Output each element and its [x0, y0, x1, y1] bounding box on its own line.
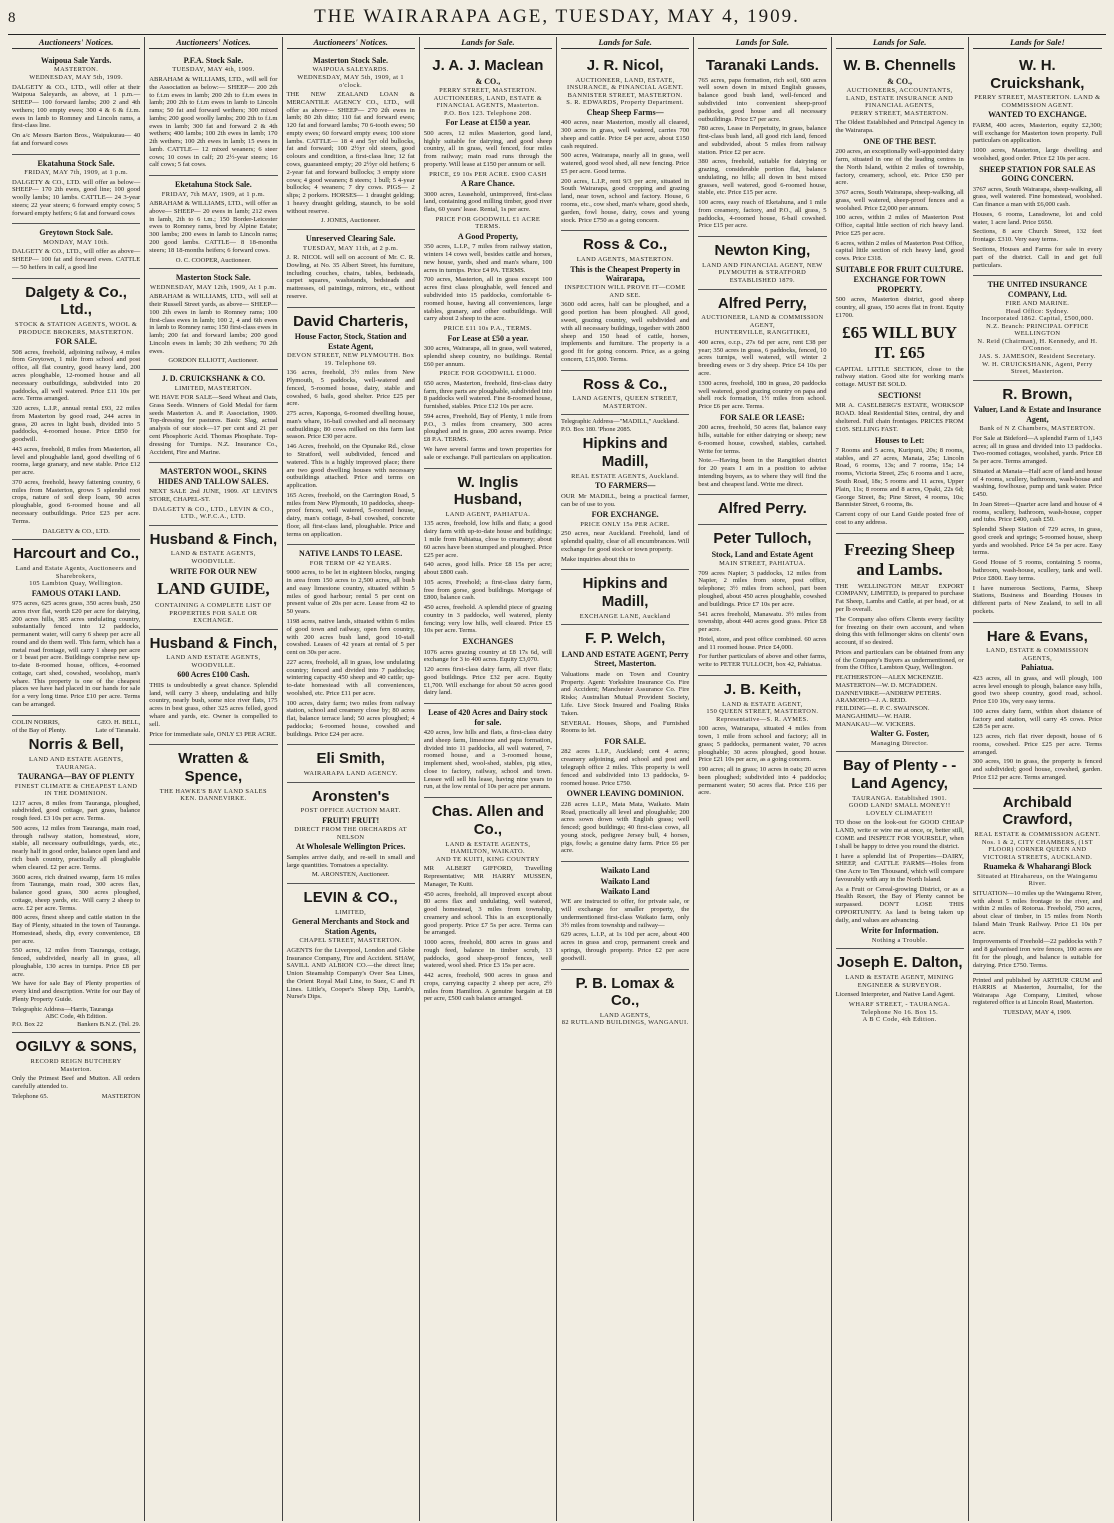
- ad-chennells: W. B. Chennells & CO., AUCTIONEERS, ACCOUNTANTS, LAND, ESTATE INSURANCE AND FINANCIAL AGENTS, PERRY STREET, MASTERTON. The Oldest Established and Principal Agency in the Wairarapa. ONE OF THE BEST. 200 acres, an exceptionally well-appointed dairy farm, situated in one of the leading centres in the North Island, within 2 miles of township, factory, creamery, school, etc. Price £50 per acre. 3767 acres, South Wairarapa, sheep-walking, all grass, well watered, sheep-proof fences and a woolshed. Price £2,000 per annum. 100 acres, within 2 miles of Masterton Post Office, capital little section of rich heavy land. Price £25 per acre. 6 acres, within 2 miles of Masterton Post Office, capital little section of rich heavy land, good cows. Price £318. SUITABLE FOR FRUIT CULTURE. EXCHANGE FOR TOWN PROPERTY. 500 acres, Masterton district, good sheep country, all grass, 150 acres flat in front. Equity £1700. £65 WILL BUY IT. £65 CAPITAL LITTLE SECTION, close to the railway station. Good site for working man's cottage. MUST BE SOLD. SECTIONS! MR A. CASELBERG'S ESTATE, WORKSOP ROAD. Ideal Residential Sites, central, dry and sheltered. Full chain frontages. PRICES FROM £105. SELLING FAST. Houses to Let: 7 Rooms and 5 acres, Kuripuni, 20s; 8 rooms, stables, and 27 acres, Manaia, 25s; Lincoln Road, 6 rooms, 13s; and 7 rooms, 15s; 14 rooms, Victoria Street, 25s; 6 rooms and 1 acre, South Road, 18s; 5 rooms and 11 acres, Upper Plain, 11s; 8 rooms and 8 acres, Opaki, 22s 6d; George Street, 8s; Pine Street, 4 rooms, 10s; Bannister Street, 6 rooms, 8s. Carrent copy of our Land Guide posted free of cost to any address.: [836, 52, 964, 534]
- ad-hipkins-madill: Telegraphic Address—"MADILL," Auckland. P.O. Box 180. 'Phone 2085. Hipkins and Madill, REAL ESTATE AGENTS, Auckland. TO FARMERS— OUR Mr MADILL, being a practical farmer, can be of use to you. FOR EXCHANGE. PRICE ONLY 15s PER ACRE. 250 acres, near Auckland. Freehold, land of splendid quality, clear of all encumbrances. Will exchange for good stock or town property. Make inquiries about this to: [561, 415, 689, 570]
- ad-dalgety: Dalgety & Co., Ltd., STOCK & STATION AGENTS, WOOL & PRODUCE BROKERS, MASTERTON. FOR SALE. 508 acres, freehold, adjoining railway, 4 miles from Greytown, 1 mile from school and post office, all flat country, good heavy land, 200 acres ploughable, 12-roomed house and all necessary outbuildings, subdivided into 20 paddocks, all well watered. Price £11 10s per acre. Terms arranged. 320 acres, L.I.P., annual rental £93, 22 miles from Masterton by good road, 244 acres in grass, 20 acres in light bush, divided into 5 paddocks, 4-roomed house. Price £850 for goodwill. 443 acres, freehold, 8 miles from Masterton, all level and ploughable land, good dwelling of 6 rooms, large granary, and new stable. Price £12 per acre. 370 acres, freehold, heavy fattening country, 6 miles from Masterton, grows 5 splendid root crops, nature of soil deep loam, 90 acres ploughable, good 6-roomed house and all necessary outbuildings. Price £23 per acre. Terms. DALGETY & CO., LTD.: [12, 279, 140, 541]
- ad-hare-evans: Hare & Evans, LAND, ESTATE & COMMISSION AGENTS, Pahiatua. 423 acres, all in grass, and will plough, 100 acres level enough to plough, balance easy hills, good two sheep country, good road, school. Price £10 10s, very easy terms. 100 acres dairy farm, within short distance of factory and station, will carry 45 cows. Price £28 5s per acre. 123 acres, rich flat river deposit, house of 6 rooms, cowshed. Price £25 per acre. Terms arranged. 300 acres, 190 in grass, the property is fenced and subdivided; good house, cowshed, garden. Price £12 per acre. Terms arranged.: [973, 623, 1102, 789]
- ad-taranaki-lands: Taranaki Lands. 765 acres, papa formation, rich soil, 600 acres well sown down in mixed English grasses, balance good bush land, well-fenced and subdivided into convenient sheep-proof paddocks, good house and all necessary outbuildings. Price £7 per acre. 780 acres, Lease in Perpetuity, in grass, balance first-class bush land, all good rich land, fenced and subdivided, about 5 miles from railway station. Price £2 per acre. 380 acres, freehold, suitable for dairying or grazing, considerable portion flat, balance undulating, no hills; all down in best mixed grasses, well watered, good 6-roomed house, stable, etc. Price £15 per acre. 100 acres, easy reach of Eketahuna, and 1 mile from creamery, factory, and P.O., all grass, 5 paddocks, 4-roomed house, 6-bail cowshed. Price £15 per acre.: [698, 52, 826, 237]
- column-header: Lands for Sale.: [698, 37, 826, 49]
- ad-waipoua-sale: Waipoua Sale Yards. MASTERTON. WEDNESDAY, MAY 5th, 1909. DALGETY & CO., LTD., will offer at their Waipoua Saleyards, as above, at 1 p.m.— SHEEP— 100 forward lambs; 200 2 and 4th wethers; 100 empty ewes; 300 4 & 6 & f.t.m. ewes in lamb to Romney and Lincoln rams, a first-class line. On a/c Messrs Barton Bros., Waipukurau— 40 fat and forward cows: [12, 52, 140, 155]
- ad-maclean: J. A. J. Maclean & CO., PERRY STREET, MASTERTON. AUCTIONEERS, LAND, ESTATE & FINANCIAL AGENTS, Masterton. P.O. Box 123. Telephone 208. For Lease at £150 a year. 500 acres, 12 miles Masterton, good land, highly suitable for dairying, and good sheep country, all in grass, well fenced, four miles from railway; main road runs through the property. Will lease at £150 per annum or sell. PRICE, £9 10s PER ACRE. £900 CASH A Rare Chance. 3000 acres, Leasehold, unimproved, first-class land, containing good milling timber, good river flats, 60 years' lease. Rental, 1s per acre. PRICE FOR GOODWILL £1 ACRE TERMS. A Good Property, 350 acres, L.I.P., 7 miles from railway station, winters 14 cows well, besides cattle and horses, new house, yards, shed and man's whare, 100 acres in turnips. Price £4 PA. TERMS. 700 acres, Masterton, all in grass except 100 acres first class ploughable, well fenced and subdivided into 15 paddocks, comfortable 6-roomed house, having all conveniences, large stables, granary, and other outbuildings. Will carry about 2 sheep to the acre. PRICE £11 10s P.A., TERMS. For Lease at £50 a year. 300 acres, Wairarapa, all in grass, well watered, splendid sheep country, no buildings. Rental £60 per annum. PRICE FOR GOODWILL £1000. 650 acres, Masterton, freehold, first-class dairy farm, three parts are ploughable, subdivided into 8 paddocks well watered. Fine 8-roomed house, furnished, stables. Price £12 10s per acre. 594 acres, Freehold, Bay of Plenty, 1 mile from P.O., 3 miles from creamery, 300 acres ploughed and in grass, 200 acres swamp. Price £8 P.A. TERMS. We have several farms and town properties for sale or exchange. Full particulars on application.: [424, 52, 552, 469]
- column-header: Lands for Sale.: [561, 37, 689, 49]
- ad-archibald-crawford: Archibald Crawford, REAL ESTATE & COMMISSION AGENT. Nos. 1 & 2, CITY CHAMBERS, (1ST FLOOR) CORNER QUEEN AND VICTORIA STREETS, AUCKLAND. Ruameka & Whaharangi Block Situated at Hirahareus, on the Waingamu River. SITUATION—10 miles up the Waingamu River, with about 5 miles frontage to the river, and within 2 miles of Rotorua. Freehold, 750 acres, about clear of timber, in 15 miles from North Island Main Trunk Railway. Price £1 10s per acre. Improvements of Freehold—22 paddocks with 7 and 8 galvanised iron wire fences, 100 acres are fit for the plough, and balance is suitable for dairying. Price £750. Terms. Printed and published by ARTHUR CRUM and HARRIS at Masterton, Journalist, for the Wairarapa Age Company, Limited, whose registered office is at Lincoln Road, Masterton. TUESDAY, MAY 4, 1909.: [972, 793, 1102, 1016]
- column-8: [969, 37, 1106, 1521]
- column-header: Auctioneers' Notices.: [149, 37, 277, 49]
- ad-dalton: Joseph E. Dalton, LAND & ESTATE AGENT, MINING ENGINEER & SURVEYOR. Licensed Interpreter, and Native Land Agent. WHARF STREET, - TAURANGA. Telephone No 16. Box 15. A B C Code, 4th Edition.: [835, 954, 963, 1024]
- ad-ogilvy: OGILVY & SONS, RECORD REIGN BUTCHERY Masterton. Only the Primest Beef and Mutton. All orders carefully attended to. Telephone 65. MASTERTON: [12, 1038, 141, 1100]
- ad-ross-co: Ross & Co., LAND AGENTS, MASTERTON. This is the Cheapest Property in Wairarapa, INSPECTION WILL PROVE IT—COME AND SEE. 3600 odd acres, half can be ploughed, and a good portion has been ploughed. All good, sweet, grazing country, well subdivided and with all necessary buildings, together with 2800 sheep and 150 head of cattle, horses, implements and furniture. The property is a good fit for going concern. Price, as a going concern, £15,000. Terms.: [561, 231, 689, 370]
- ad-greytown-sale: Greytown Stock Sale. MONDAY, MAY 10th. DALGETY & CO., LTD., will offer as above— SHEEP— 100 fat and forward ewes. CATTLE— 50 heifers in calf, a good line: [12, 224, 140, 278]
- ad-jr-nicol: J. R. Nicol, AUCTIONEER, LAND, ESTATE, INSURANCE, & FINANCIAL AGENT. BANNISTER STREET, MASTERTON. S. R. EDWARDS, Property Department. Cheap Sheep Farms— 400 acres, near Masterton, mostly all cleared, 300 acres in grass, well watered, carries 700 sheep and cattle. Price £4 per acre, about £150 cash required. 500 acres, Wairarapa, nearly all in grass, well watered, good wool shed, all new fencing. Price £5 per acre. Good terms. 200 acres, L.I.P., rent 9/3 per acre, situated in South Wairarapa, good cropping and grazing land, near town, school and factory. House, 6 rooms, etc., cow shed, man's whare, good sheds, garden, fowl house, dairy, cows and young stock. Price £750 as a going concern.: [561, 52, 689, 231]
- ad-jb-keith: J. B. Keith, LAND & ESTATE AGENT, 150 QUEEN STREET, MASTERTON. Representative—S. R. AYMES. 100 acres, Wairarapa, situated 4 miles from town, 1 mile from school and factory; all in grass; 5 paddocks, permanent water, 70 acres ploughable; 30 acres ploughed, good house. Price £21 10s per acre, as a going concern. 190 acres; all in grass; 10 acres in oats; 20 acres been ploughed; subdivided into 4 paddocks; permanent water; 50 acres flat. Price £16 per acre.: [698, 680, 827, 797]
- ad-alfred-perry: Alfred Perry, AUCTIONEER, LAND & COMMISSION AGENT, HUNTERVILLE, RANGITIKEI, 400 acres, o.r.p., 27s 6d per acre, rent £38 per year; 350 acres in grass, 6 paddocks, fenced, 10 acres turnips, well watered, will winter 2 breeding ewes or 3 dry sheep. Price £4 10s per acre. 1300 acres, freehold, 180 in grass, 20 paddocks well watered, good grazing country on papa and shell rock formation, 1½ miles from school. Price £6 per acre. Terms. FOR SALE OR LEASE: 200 acres, freehold, 50 acres flat, balance easy hills, suitable for either dairying or sheep; new 6-roomed house, cowshed, stables, cartshed. Write for terms. Note.—Having been in the Rangitikei district for 20 years I am in a position to advise intending buyers, as to where they will find the best and cheapest land. Write me direct.: [698, 290, 826, 496]
- ad-norris-bell: COLIN NORRIS, GEO. H. BELL, of the Bay of Plenty. Late of Taranaki. Norris & Bell, LAND AND ESTATE AGENTS, TAURANGA. TAURANGA—BAY OF PLENTY FINEST CLIMATE & CHEAPEST LAND IN THE DOMINION. 1217 acres, 8 miles from Tauranga, ploughed, subdivided, good cottage, part grass, balance rough feed. £3 10s per acre. Terms. 500 acres, 12 miles from Tauranga, main road, through railway station, homestead, store, stable, all necessary outbuildings, yards, etc., nearly half in good order, balance open land and rich bush country, practically all ploughable when cleared. £2 per acre. Terms. 3600 acres, rich drained swamp, farm 16 miles from Tauranga, main road, 300 acres flax, balance good grass, 300 acres ploughed, cottage, sheep yards, etc. Will carry 2 sheep to acre. £2 per acre. Terms. 800 acres, finest sheep and cattle station in the Bay of Plenty, situated in the town of Tauranga. Homestead, sheds, dip, every convenience, £8 per acre. 550 acres, 12 miles from Tauranga, cottage, fenced, subdivided, nearly all in grass, all ploughable, 130 acres in turnips. Price £8 per acre. We have for sale Bay of Plenty properties of every kind and description. Write for our Bay of Plenty Property Guide. Telegraphic Address—Harris, Tauranga ABC Code, 4th Edition. P.O. Box 22 Bankers B.N.Z. (Tel. 29.: [12, 716, 140, 1034]
- ad-husband-finch-600: Husband & Finch, LAND AND ESTATE AGENTS, WOODVILLE. 600 Acres £100 Cash. THIS is undoubtedly a great chance. Splendid land, will carry 3 sheep, undulating and hilly country, nearly bush, some nice river flats, 175 acres in best grass, other 325 acres felled, good whare and yards, etc. Owner is compelled to sell. Price for immediate sale, ONLY £3 PER ACRE.: [149, 630, 277, 746]
- ad-lease-420: Lease of 420 Acres and Dairy stock for sale. 420 acres, low hills and flats, a first-class dairy and sheep farm, limestone and papa formation, divided into 11 paddocks, all well watered, 7-roomed house, and a 3-roomed house, implement shed, wool-shed, stables, pig sties, close to factory, railway, school and town. Lessee will sell his lease, having nine years to run, at the low rental of 10s per acre per annum.: [424, 704, 552, 798]
- column-1: [8, 37, 145, 1521]
- column-header: Auctioneers' Notices.: [287, 37, 415, 49]
- ad-cruickshank-co: J. D. CRUICKSHANK & CO. LIMITED, MASTERTON. WE HAVE FOR SALE—Seed Wheat and Oats, Grass Seeds. Winners of Gold Medal for farm seeds Masterton A. and P. Association, 1909. Top-dressing for pastures. Basic Slag, actual analysis of our stock—17 per cent and 21 per cent Phosphoric Acid. Thomas Phosphate. Top-dressing for Turnips. N.Z. Insurance Co., Accident, Fire and Marine.: [149, 370, 277, 463]
- ad-newton-king: Newton King, LAND AND FINANCIAL AGENT, NEW PLYMOUTH & STRATFORD ESTABLISHED 1879.: [698, 237, 826, 289]
- column-header: Lands for Sale.: [836, 37, 964, 49]
- ad-clearing-sale: Unreserved Clearing Sale. TUESDAY, MAY 11th, at 2 p.m. J. R. NICOL will sell on account of Mr. C. R. Dowling, at No. 35 Albert Street, his furniture, including couches, chairs, tables, bedsteads, carpet squares, washstands, bedsteads and mattresses, oil paintings, mirrors, etc., without reserve.: [287, 230, 415, 308]
- column-3: [283, 37, 420, 1521]
- ad-fp-welch: F. P. Welch, LAND AND ESTATE AGENT, Perry Street, Masterton. Valuations made on Town and Country Property. Agent: Yorkshire Insurance Co. Fire and Accident; Manchester Assurance Co. Fire Risks; Australian Mutual Provident Society, Life. Live Stock Insured and Foaling Risks Taken. SEVERAL Houses, Shops, and Furnished Rooms to let. FOR SALE. 282 acres L.I.P., Auckland; cent 4 acres; creamery adjoining, and school and post and telegraph office 2 miles. This property is well fenced and subdivided into 13 paddocks, 9-roomed house. Price £750. OWNER LEAVING DOMINION. 228 acres L.I.P., Mata Mata, Waikato. Main Road, practically all level and ploughable; 200 acres sown down with English grass; well fenced; good buildings; 40 first-class cows, all young stock, pedigree Jersey bull, 4 horses, pigs, fowls; a genuine dairy farm. Price £6 per acre.: [561, 625, 689, 862]
- column-5: [557, 37, 694, 1521]
- ad-ross-co-2: Ross & Co., LAND AGENTS, QUEEN STREET, MASTERTON.: [561, 371, 689, 416]
- imprint: Printed and published by ARTHUR CRUM and HARRIS at Masterton, Journalist, for the Wairarapa Age Company, Limited, whose registered office is at Lincoln Road, Masterton.: [972, 976, 1102, 1007]
- ad-alfred-perry-2: Alfred Perry.: [698, 495, 826, 525]
- ad-aronsten: Aronsten's POST OFFICE AUCTION MART. FRUIT! FRUIT! DIRECT FROM THE ORCHARDS AT NELSON At Wholesale Wellington Prices. Samples arrive daily, and re-sell in small and large quantities. Tomatoes a speciality. M. ARONSTEN, Auctioneer.: [287, 783, 415, 885]
- column-7: [832, 37, 969, 1521]
- ad-loan-mercantile: Masterton Stock Sale. WAIPOUA SALEYARDS. WEDNESDAY, MAY 5th, 1909, at 1 o'clock. THE NEW ZEALAND LOAN & MERCANTILE AGENCY CO., LTD., will offer as above— SHEEP— 270 2th ewes in lamb; 80 2th ditto; 110 fat and forward ewes; 120 fat and forward lambs; 70 6-tooth ewes; 50 empty ewes; 60 forward empty ewes; 100 store lambs. CATTLE— 18 4 and 5yr old bullocks, fat and forward; 100 2½yr old steers, good colours and condition, a first-class line; 12 fat cows, guaranteed empty; 20 2½yr old heifers; 6 2-year fat and forward bullocks; 3 empty store cows; 4 good weaners; 8 steers; 1 bull; 5 4-year bullocks; 4 weaners; 7 dry cows. PIGS— 2 slips; 2 porkers. HORSES— 1 draught gelding; 1 heavy draught gelding, staunch, to be sold without reserve. J. JONES, Auctioneer.: [287, 52, 415, 230]
- ad-eketahuna-sale: Eketahuna Stock Sale. FRIDAY, 7th MAY, 1909, at 1 p.m. ABRAHAM & WILLIAMS, LTD., will offer as above— SHEEP— 20 ewes in lamb; 212 ewes in lamb, 2th to 6 t.m.; 150 Border-Leicester ewes to Romney rams, bred by Alpine Estate; 300 lambs; 200 ewes in lamb to Lincoln rams; 200 good lambs. CATTLE— 8 18-months steers; 18 18-months heifers; 6 forward cows. O. C. COOPER, Auctioneer.: [149, 176, 277, 269]
- ad-peter-tulloch: Peter Tulloch, Stock, Land and Estate Agent MAIN STREET, PAHIATUA. 709 acres Napier; 3 paddocks, 12 miles from Napier, 2 miles from store, post office, telephone; 3½ miles from school, part been ploughed, about 450 acres ploughable, cowshed and buildings. Price £7 10s per acre. 541 acres freehold, Manawatu. 3½ miles from township, about 440 acres good grass. Price £8 per acre. Hotel, store, and post office combined. 60 acres and 11 roomed house. Price £4,000. For further particulars of above and other farms, write to PETER TULLOCH, box 42, Pahiatua.: [698, 525, 826, 676]
- ad-lomax: P. B. Lomax & Co., LAND AGENTS, 82 RUTLAND BUILDINGS, WANGANUI.: [561, 974, 689, 1027]
- ad-r-brown: R. Brown, Valuer, Land & Estate and Insurance Agent, Bank of N Z Chambers, MASTERTON. For Sale at Bideford—A splendid Farm of 1,143 acres; all in grass and divided into 13 paddocks. Two-roomed cottages, woolshed, yards. Price £8 5s per acre. Terms arranged. Situated at Manaia—Half acre of land and house of 4 rooms, scullery, bathroom, wash-house and washing, fowlhouse, pump and tank water. Price £450. In Joan Street—Quarter acre land and house of 4 rooms, scullery, bathroom, wash-house, copper and tubs. Price £400, cash £50. Splendid Sheep Station of 729 acres, in grass, good creek and springs; 5-roomed house, sheep yards and woolshed. Price £4 5s per acre. Easy terms. Good House of 5 rooms, containing 5 rooms, bathroom, wash-house, scullery, tank and well. Price £800. Easy terms. I have numerous Sections, Farms, Sheep Stations, Business and Boarding Houses in different parts of New Zealand, to sell in all pockets.: [973, 381, 1102, 623]
- ad-eli-smith: Eli Smith, WAIRARAPA LAND AGENCY.: [287, 745, 415, 782]
- page-number: 8: [8, 10, 16, 26]
- ad-masterton-sale: Masterton Stock Sale. WEDNESDAY, MAY 12th, 1909, At 1 p.m. ABRAHAM & WILLIAMS, LTD., will sell at their Russell Street yards, as above— SHEEP— 100 2th ewes in lamb to Romney rams; 100 first-class ewes in lamb; 100 2, 4 and 6th ewes in lamb to Romney rams; 150 first-class ewes in lamb; 200 fat and forward lambs; 200 good Lincoln ewes in lamb; 30 2th wethers; 70 2th ewes. GORDON ELLIOTT, Auctioneer.: [149, 269, 277, 370]
- ad-levin-co: LEVIN & CO., LIMITED, General Merchants and Stock and Station Agents, CHAPEL STREET, MASTERTON. AGENTS for the Liverpool, London and Globe Insurance Company, Fire and Accident. SHAW, SAVILL AND ALBION CO.—the direct line; Union Steamship Company's Over Sea Lines, the Orient Royal Mail Line, to Suez, C and Ft Lines. Little's, Cooper's Sheep Dip, Lamb's, Nurse's Dips.: [286, 889, 415, 1001]
- ad-inglis-husband: W. Inglis Husband, LAND AGENT, PAHIATUA. 135 acres, freehold, low hills and flats; a good dairy farm with up-to-date house and buildings; 1 mile from Pahiatua, close to creamery; about 60 acres have been stumped and ploughed. Price £25 per acre. 640 acres, good hills. Price £8 15s per acre; about £800 cash. 105 acres, Freehold; a first-class dairy farm, free from gorse, good buildings. Mortgage of £800, balance cash. 450 acres, freehold. A splendid piece of grazing country in 3 paddocks, well watered, plenty fencing; very low hills, well cleared. Price £5 10s per acre. Terms. EXCHANGES 1076 acres grazing country at £8 17s 6d, will exchange for 3 to 400 acres. Equity £3,070. 120 acres first-class dairy farm, all river flats; good buildings. Price £32 per acre. Equity £1,700. Will exchange for about 50 acres good dairy land.: [424, 469, 552, 705]
- column-header: Lands for Sale.: [424, 37, 552, 49]
- ad-ekatahuna-sale: Ekatahuna Stock Sale. FRIDAY, MAY 7th, 1909, at 1 p.m. DALGETY & CO., LTD. will offer as below— SHEEP— 170 2th ewes, good line; 100 good woolly lambs; 10 lambs. CATTLE— 24 3-year steers; 22 year steers; 6 forward empty cows; 5 forward empty heifers; 6 fat and forward cows: [12, 155, 140, 225]
- ad-wh-cruickshank: W. H. Cruickshank, PERRY STREET, MASTERTON. LAND & COMMISSION AGENT. WANTED TO EXCHANGE. FARM, 400 acres, Masterton, equity £2,300; will exchange for Masterton town property. Full particulars on application. 1000 acres, Masterton, large dwelling and woolshed, good order. Price £2 10s per acre. SHEEP STATION FOR SALE AS GOING CONCERN. 3767 acres, South Wairarapa, sheep-walking, all grass, well watered. Fine homestead, woolshed. Can finance a man with £6,000 cash. Houses, 6 rooms, Lansdowne, lot and cold water, 1 acre land. Price £650. Sections, 8 acre Church Street, 132 feet frontage. £310. Very easy terms. Sections, Houses and Farms for sale in every part of the district. Call in and get full particulars.: [973, 52, 1102, 276]
- ad-bay-of-plenty-agency: Bay of Plenty - - Land Agency, TAURANGA. Established 1901. GOOD LAND! SMALL MONEY!! LOVELY CLIMATE!!! TO those on the look-out for GOOD CHEAP LAND, write or wire me at once, or, better still, COME and INSPECT FOR YOURSELF, when I shall be happy to drive you round the district. I have a splendid list of Properties—DAIRY, SHEEP, and CATTLE FARMS—Holes from One Acre to Ten Thousand, which will compare favourably with any in the North Island. As a Fruit or Cereal-growing District, or as a Health Resort, the Bay of Plenty cannot be surpassed. DON'T LOSE THIS OPPORTUNITY. As land is being taken up daily, and values are advancing. Write for Information. Nothing a Trouble.: [836, 752, 964, 949]
- masthead: [8, 6, 1106, 35]
- column-header: Lands for Sale!: [973, 37, 1102, 49]
- ad-hipkins-madill-2: Hipkins and Madill, EXCHANGE LANE, Auckland: [561, 570, 689, 625]
- ad-husband-finch-guide: Husband & Finch, LAND & ESTATE AGENTS, WOODVILLE. WRITE FOR OUR NEW LAND GUIDE, CONTAINING A COMPLETE LIST OF PROPERTIES FOR SALE OR EXCHANGE.: [149, 526, 277, 630]
- ad-united-insurance: THE UNITED INSURANCE COMPANY, Ltd. FIRE AND MARINE. Head Office: Sydney. Incorporated 1862. Capital, £500,000. N.Z. Branch: PRINCIPAL OFFICE WELLINGTON N. Reid (Chairman), H. Kennedy, and H. O'Connor. JAS. S. JAMESON, Resident Secretary. W. H. CRUICKSHANK, Agent, Perry Street, Masterton.: [973, 276, 1102, 380]
- column-4: [420, 37, 557, 1521]
- ad-chas-allen: Chas. Allen and Co., LAND & ESTATE AGENTS, HAMILTON, WAIKATO. AND TE KUITI, KING COUNTRY MR ALBERT GIFFORD, Travelling Representative; MR HARRY MUSSEN, Manager, Te Kuiti. 450 acres, freehold, all improved except about 80 acres flax and undulating, well watered, good homestead, 3 miles from township, creamery and school. This is an exceptionally good property. Price £7 5s per acre. Terms can be arranged. 1000 acres, freehold, 800 acres in grass and rough feed, balance in timber scrub, 13 paddocks, good sheep-proof fences, well watered, wool shed. Price £3 15s per acre. 442 acres, freehold, 900 acres in grass and crops, carrying capacity 2 sheep per acre, 2½ miles from Hamilton. A genuine bargain at £8 per acre, £500 cash balance arranged.: [423, 803, 552, 1003]
- ad-wratten-spence: Wratten & Spence, THE HAWKE'S BAY LAND SALES KEN. DANNEVIRKE.: [159, 750, 267, 803]
- column-header: Auctioneers' Notices.: [12, 37, 140, 49]
- columns: [8, 37, 1106, 1521]
- ad-native-lands: NATIVE LANDS TO LEASE. FOR TERM OF 42 YEARS. 9000 acres, to be let in eighteen blocks, ranging in area from 150 acres to 2,500 acres, all bush and easy limestone country, situated within 5 miles of good harbour; rental 5 per cent on present value of 20s per acre. Lease from 42 to 50 years. 1198 acres, native lands, situated within 6 miles of good town and railway, open fern country, with 200 acres bush land, good 10-stall cowshed. Leases of 42 years at rental of 5 per cent on 30s per acre. 227 acres, freehold, all in grass, low undulating country; fenced and divided into 7 paddocks; wintering capacity 450 sheep and 40 cattle; up-to-date homestead with all conveniences, woolshed, etc. Price £11 per acre. 100 acres, dairy farm; two miles from railway station, school and creamery close by; 80 acres flat, balance terrace land; 50 acres ploughed; 4 paddocks; 6-roomed house, cowshed and buildings. Price £24 per acre.: [287, 545, 415, 745]
- ad-pfa-sale: P.F.A. Stock Sale. TUESDAY, MAY 4th, 1909. ABRAHAM & WILLIAMS, LTD., will sell for the Association as below:— SHEEP— 200 2th to f.t.m ewes in lamb; 200 2th to f.t.m ewes in lamb; 200 2th to f.t.m ewes in lamb to Lincoln rams; 50 fat and forward wethers; 300 mixed lambs; 200 good woolly lambs; 200 2th to f.t.m ewes in lamb; 300 fat and forward 2 & 4th wethers; 400 lambs; 100 2th ewes in lamb; 170 2th wethers; 100 2th ewes in lamb; 15 ewes in lamb. CATTLE— 12 mixed weaners; 6 steer cows; 10 cows in calf; 20 2½-year steers; 16 calf cows; 5 fat cows.: [149, 52, 277, 176]
- imprint-date: TUESDAY, MAY 4, 1909.: [1003, 1008, 1072, 1016]
- newspaper-title: THE WAIRARAPA AGE, TUESDAY, MAY 4, 1909.: [314, 6, 800, 27]
- column-2: [145, 37, 282, 1521]
- ad-waikato-land: Waikato Land Waikato Land Waikato Land WE are instructed to offer, for private sale, or will exchange for smaller property, the undermentioned first-class Waikato farm, only 3½ miles from township and railway— 629 acres, L.I.P., at 1s 10d per acre, about 400 acres in grass and crop, permanent creek and springs, through property. Price £2 per acre goodwill.: [561, 862, 689, 969]
- ad-wool-sales: MASTERTON WOOL, SKINS HIDES AND TALLOW SALES. NEXT SALE 2nd JUNE, 1909. AT LEVIN'S STORE, CHAPEL-ST. DALGETY & CO., LTD., LEVIN & CO., LTD., W.F.C.A., LTD.: [149, 463, 277, 526]
- ad-harcourt: Harcourt and Co., Land and Estate Agents, Auctioneers and Sharebrokers, 105 Lambton Quay, Wellington. FAMOUS OTAKI LAND. 975 acres, 625 acres grass, 350 acres bush, 250 acres river flat, worth £20 per acre for dairying, 200 acres hills, 385 acres undulating country, substantially fenced into 12 paddocks, permanent water, will carry 6 sheep per acre all round and do them well. This farm, which has a metal road frontage, will carry 1 sheep per acre or 1 beast per acre. Buildings comprise new up-to-date 8-roomed house, offices, 4-roomed cottage, cart shed, cowshed, woolshop, man's whare. This property is one of the cheapest places we have had placed in our hands for sale for a very long time. Price £10 per acre. Terms can be arranged.: [12, 540, 140, 715]
- column-6: [694, 37, 831, 1521]
- ad-david-charteris: David Charteris, House Factor, Stock, Station and Estate Agent, DEVON STREET, NEW PLYMOUTH. Box 19. Telephone 69. 136 acres, freehold, 3½ miles from New Plymouth, 5 paddocks, well-watered and fenced, 5-roomed house, dairy, stable and cowshed, 6 bails, good shelter. Price £25 per acre. 275 acres, Kaponga, 6-roomed dwelling house, man's whare, 16-bail cowshed and all necessary outbuildings; 80 cows milked on this farm last season. Price £30 per acre. 146 Acres, freehold, on the Opunake Rd., close to Stratford, well subdivided, fenced and watered. This is a highly improved place; there are two good dwelling houses with necessary outbuildings attached. Price and terms on application. 165 Acres, freehold, on the Carrington Road, 5 miles from New Plymouth, 10 paddocks, sheep-proof fences, well watered, 5-roomed house, dairy, man's cottage, 8-bail cowshed, concrete floor, all first-class land, ploughable. Price and terms on application.: [287, 308, 415, 546]
- ad-freezing-sheep: Freezing Sheep and Lambs. THE WELLINGTON MEAT EXPORT COMPANY, LIMITED, is prepared to purchase Fat Sheep, Lambs and Cattle, at per head, or at per lb overall. The Company also offers Clients every facility for freezing on their own account, and when doing this with fellmonger skins on clients' own account, if so desired. Prices and particulars can be obtained from any of the Company's Buyers as undermentioned, or from the Office, Lambton Quay, Wellington. FEATHERSTON—ALEX MCKENZIE. MASTERTON—W. D. MCFADDEN. DANNEVIRKE—ANDREW PETERS. ARAMOHO—J. A. REID. FEILDING—E. P. C. SWAINSON. MANGAHIMU—W. HAIR. MANAKAU—W. VICKERS. Walter G. Foster, Managing Director.: [836, 534, 964, 753]
